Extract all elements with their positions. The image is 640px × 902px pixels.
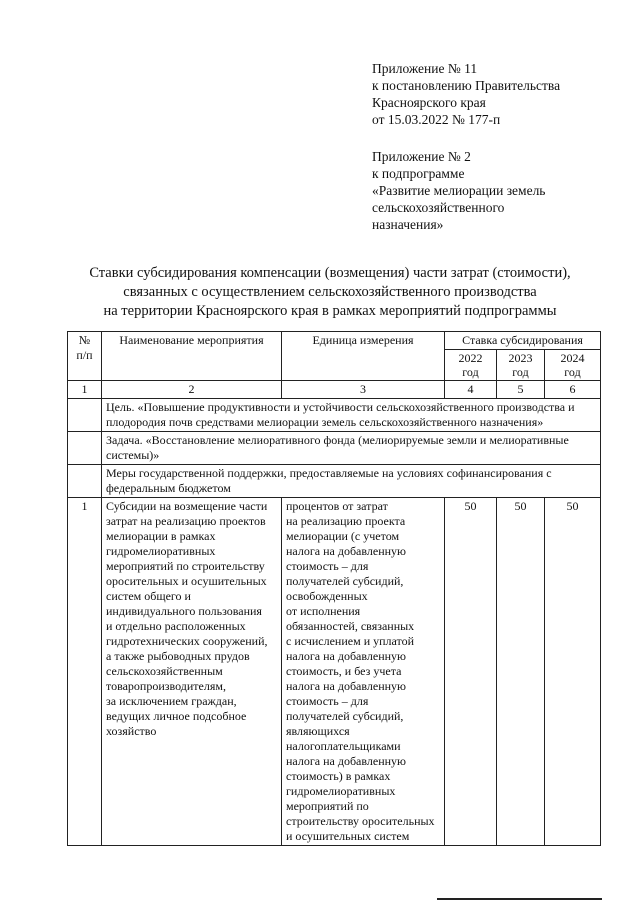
appendix-line: от 15.03.2022 № 177-п — [372, 112, 501, 127]
column-number: 4 — [445, 381, 497, 399]
appendix-line: Приложение № 2 — [372, 149, 471, 164]
column-number: 6 — [545, 381, 601, 399]
row-name: Субсидии на возмещение части затрат на реализацию проектов мелиорации в рамках гидромелиоративных мероприятий по строительству оросительных и осушительных систем общего и индивидуального пользования и отдельно расположенных гидротехнических сооружений, а также рыбоводных прудов сельскохозяйственным товаропроизводителям, за исключением граждан, ведущих личное подсобное хозяйство — [102, 498, 282, 846]
empty-cell — [68, 432, 102, 465]
header-year-2023 — [497, 350, 545, 381]
header-name: Наименование мероприятия — [102, 332, 282, 381]
goal-text: Цель. «Повышение продуктивности и устойчивости сельскохозяйственного производства и плодородия почв средствами мелиорации земель сельскохозяйственного назначения» — [102, 399, 601, 432]
header-num: № п/п — [68, 332, 102, 381]
column-number: 1 — [68, 381, 102, 399]
row-num: 1 — [68, 498, 102, 846]
year-value: 2024 — [560, 351, 585, 365]
row-rate-2024: 50 — [545, 498, 601, 846]
header-year-2022 — [445, 350, 497, 381]
appendix-11-header — [372, 60, 560, 128]
header-rate: Ставка субсидирования — [445, 332, 601, 350]
column-number: 3 — [282, 381, 445, 399]
table-row — [68, 498, 601, 846]
goal-row — [68, 399, 601, 432]
empty-cell — [68, 465, 102, 498]
year-value: 2023 — [508, 351, 533, 365]
year-suffix: год — [462, 365, 479, 379]
appendix-line: Красноярского края — [372, 95, 486, 110]
appendix-line: сельскохозяйственного — [372, 200, 505, 215]
document-title — [60, 264, 600, 321]
year-suffix: год — [512, 365, 529, 379]
appendix-line: к подпрограмме — [372, 166, 465, 181]
title-line: на территории Красноярского края в рамках мероприятий подпрограммы — [103, 303, 557, 319]
appendix-line: «Развитие мелиорации земель — [372, 183, 546, 198]
column-number: 5 — [497, 381, 545, 399]
year-suffix: год — [564, 365, 581, 379]
row-rate-2023: 50 — [497, 498, 545, 846]
table-header-row — [68, 332, 601, 350]
column-number: 2 — [102, 381, 282, 399]
header-unit: Единица измерения — [282, 332, 445, 381]
measures-row — [68, 465, 601, 498]
row-unit: процентов от затрат на реализацию проекта мелиорации (с учетом налога на добавленную стоимость – для получателей субсидий, освобожденных от исполнения обязанностей, связанных с исчислением и уплатой налога на добавленную стоимость, и без учета налога на добавленную стоимость – для получателей субсидий, являющихся налогоплательщиками налога на добавленную стоимость) в рамках гидромелиоративных мероприятий по строительству оросительных и осушительных систем — [282, 498, 445, 846]
appendix-line: Приложение № 11 — [372, 61, 478, 76]
column-numbers-row — [68, 381, 601, 399]
header-year-2024 — [545, 350, 601, 381]
row-rate-2022: 50 — [445, 498, 497, 846]
bottom-divider — [437, 898, 602, 900]
title-line: связанных с осуществлением сельскохозяйственного производства — [123, 284, 537, 300]
subsidy-rates-table — [67, 331, 601, 846]
task-text: Задача. «Восстановление мелиоративного фонда (мелиорируемые земли и мелиоративные системы)» — [102, 432, 601, 465]
empty-cell — [68, 399, 102, 432]
title-line: Ставки субсидирования компенсации (возмещения) части затрат (стоимости), — [89, 265, 571, 281]
appendix-line: назначения» — [372, 217, 444, 232]
appendix-line: к постановлению Правительства — [372, 78, 561, 93]
appendix-2-header — [372, 148, 545, 233]
task-row — [68, 432, 601, 465]
year-value: 2022 — [458, 351, 483, 365]
measures-text: Меры государственной поддержки, предоставляемые на условиях софинансирования с федеральным бюджетом — [102, 465, 601, 498]
